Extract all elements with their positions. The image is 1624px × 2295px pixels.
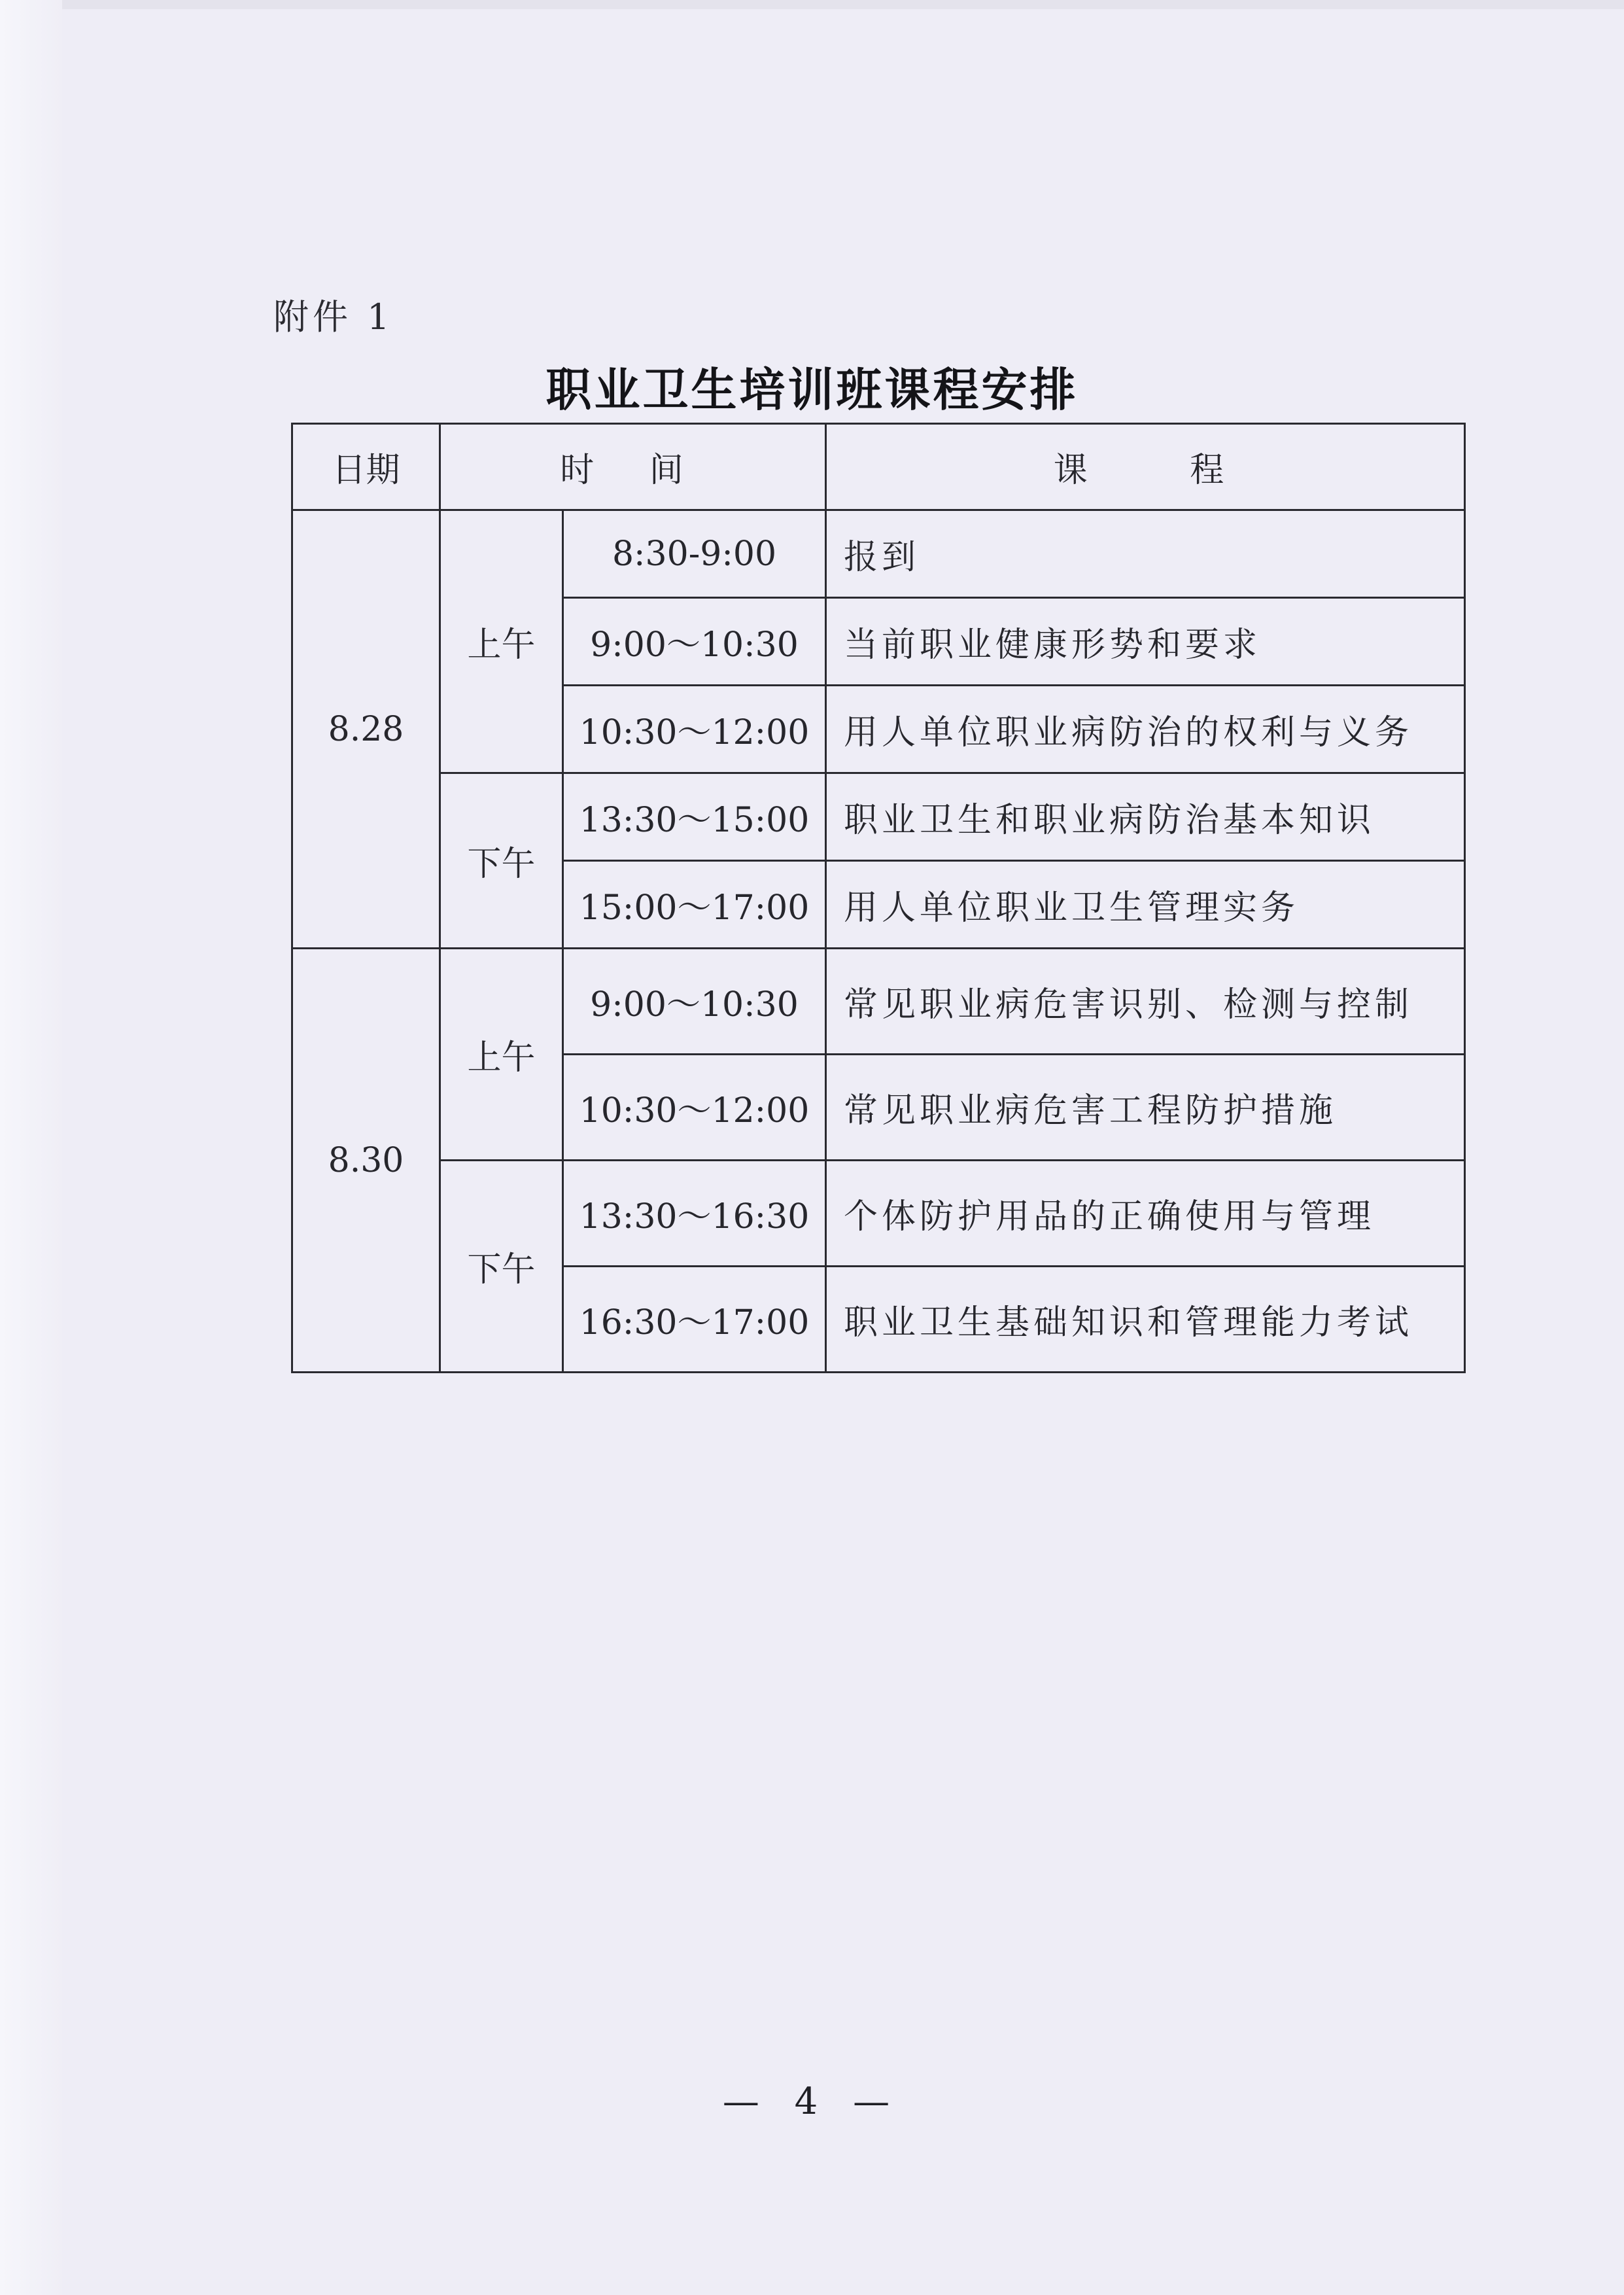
scan-left-shade <box>0 0 62 2295</box>
time-cell: 16:30～17:00 <box>563 1267 826 1373</box>
period-cell: 上午 <box>440 949 563 1161</box>
header-time: 时 间 <box>440 424 826 510</box>
time-cell: 9:00～10:30 <box>563 598 826 686</box>
time-cell: 13:30～15:00 <box>563 773 826 861</box>
table-row <box>292 510 1465 598</box>
attachment-label: 附件 1 <box>273 296 394 338</box>
course-cell: 用人单位职业病防治的权利与义务 <box>826 686 1465 773</box>
date-cell: 8.28 <box>292 510 440 949</box>
time-cell: 10:30～12:00 <box>563 1055 826 1161</box>
time-cell: 15:00～17:00 <box>563 861 826 949</box>
time-cell: 8:30-9:00 <box>563 510 826 598</box>
course-cell: 职业卫生和职业病防治基本知识 <box>826 773 1465 861</box>
course-cell: 用人单位职业卫生管理实务 <box>826 861 1465 949</box>
page-title: 职业卫生培训班课程安排 <box>545 363 1079 417</box>
page-number: — 4 — <box>722 2080 902 2123</box>
scan-top-edge <box>0 0 1624 9</box>
period-cell: 下午 <box>440 773 563 949</box>
table-header-row <box>292 424 1465 510</box>
course-cell: 常见职业病危害识别、检测与控制 <box>826 949 1465 1055</box>
course-cell: 常见职业病危害工程防护措施 <box>826 1055 1465 1161</box>
course-cell: 当前职业健康形势和要求 <box>826 598 1465 686</box>
table-row <box>292 949 1465 1055</box>
course-cell: 报到 <box>826 510 1465 598</box>
table-row <box>292 1161 1465 1267</box>
course-cell: 个体防护用品的正确使用与管理 <box>826 1161 1465 1267</box>
header-date: 日期 <box>292 424 440 510</box>
table-row <box>292 773 1465 861</box>
date-cell: 8.30 <box>292 949 440 1373</box>
time-cell: 9:00～10:30 <box>563 949 826 1055</box>
time-cell: 13:30～16:30 <box>563 1161 826 1267</box>
period-cell: 上午 <box>440 510 563 773</box>
header-course: 课 程 <box>826 424 1465 510</box>
course-cell: 职业卫生基础知识和管理能力考试 <box>826 1267 1465 1373</box>
course-schedule-table <box>291 423 1466 1373</box>
time-cell: 10:30～12:00 <box>563 686 826 773</box>
period-cell: 下午 <box>440 1161 563 1373</box>
